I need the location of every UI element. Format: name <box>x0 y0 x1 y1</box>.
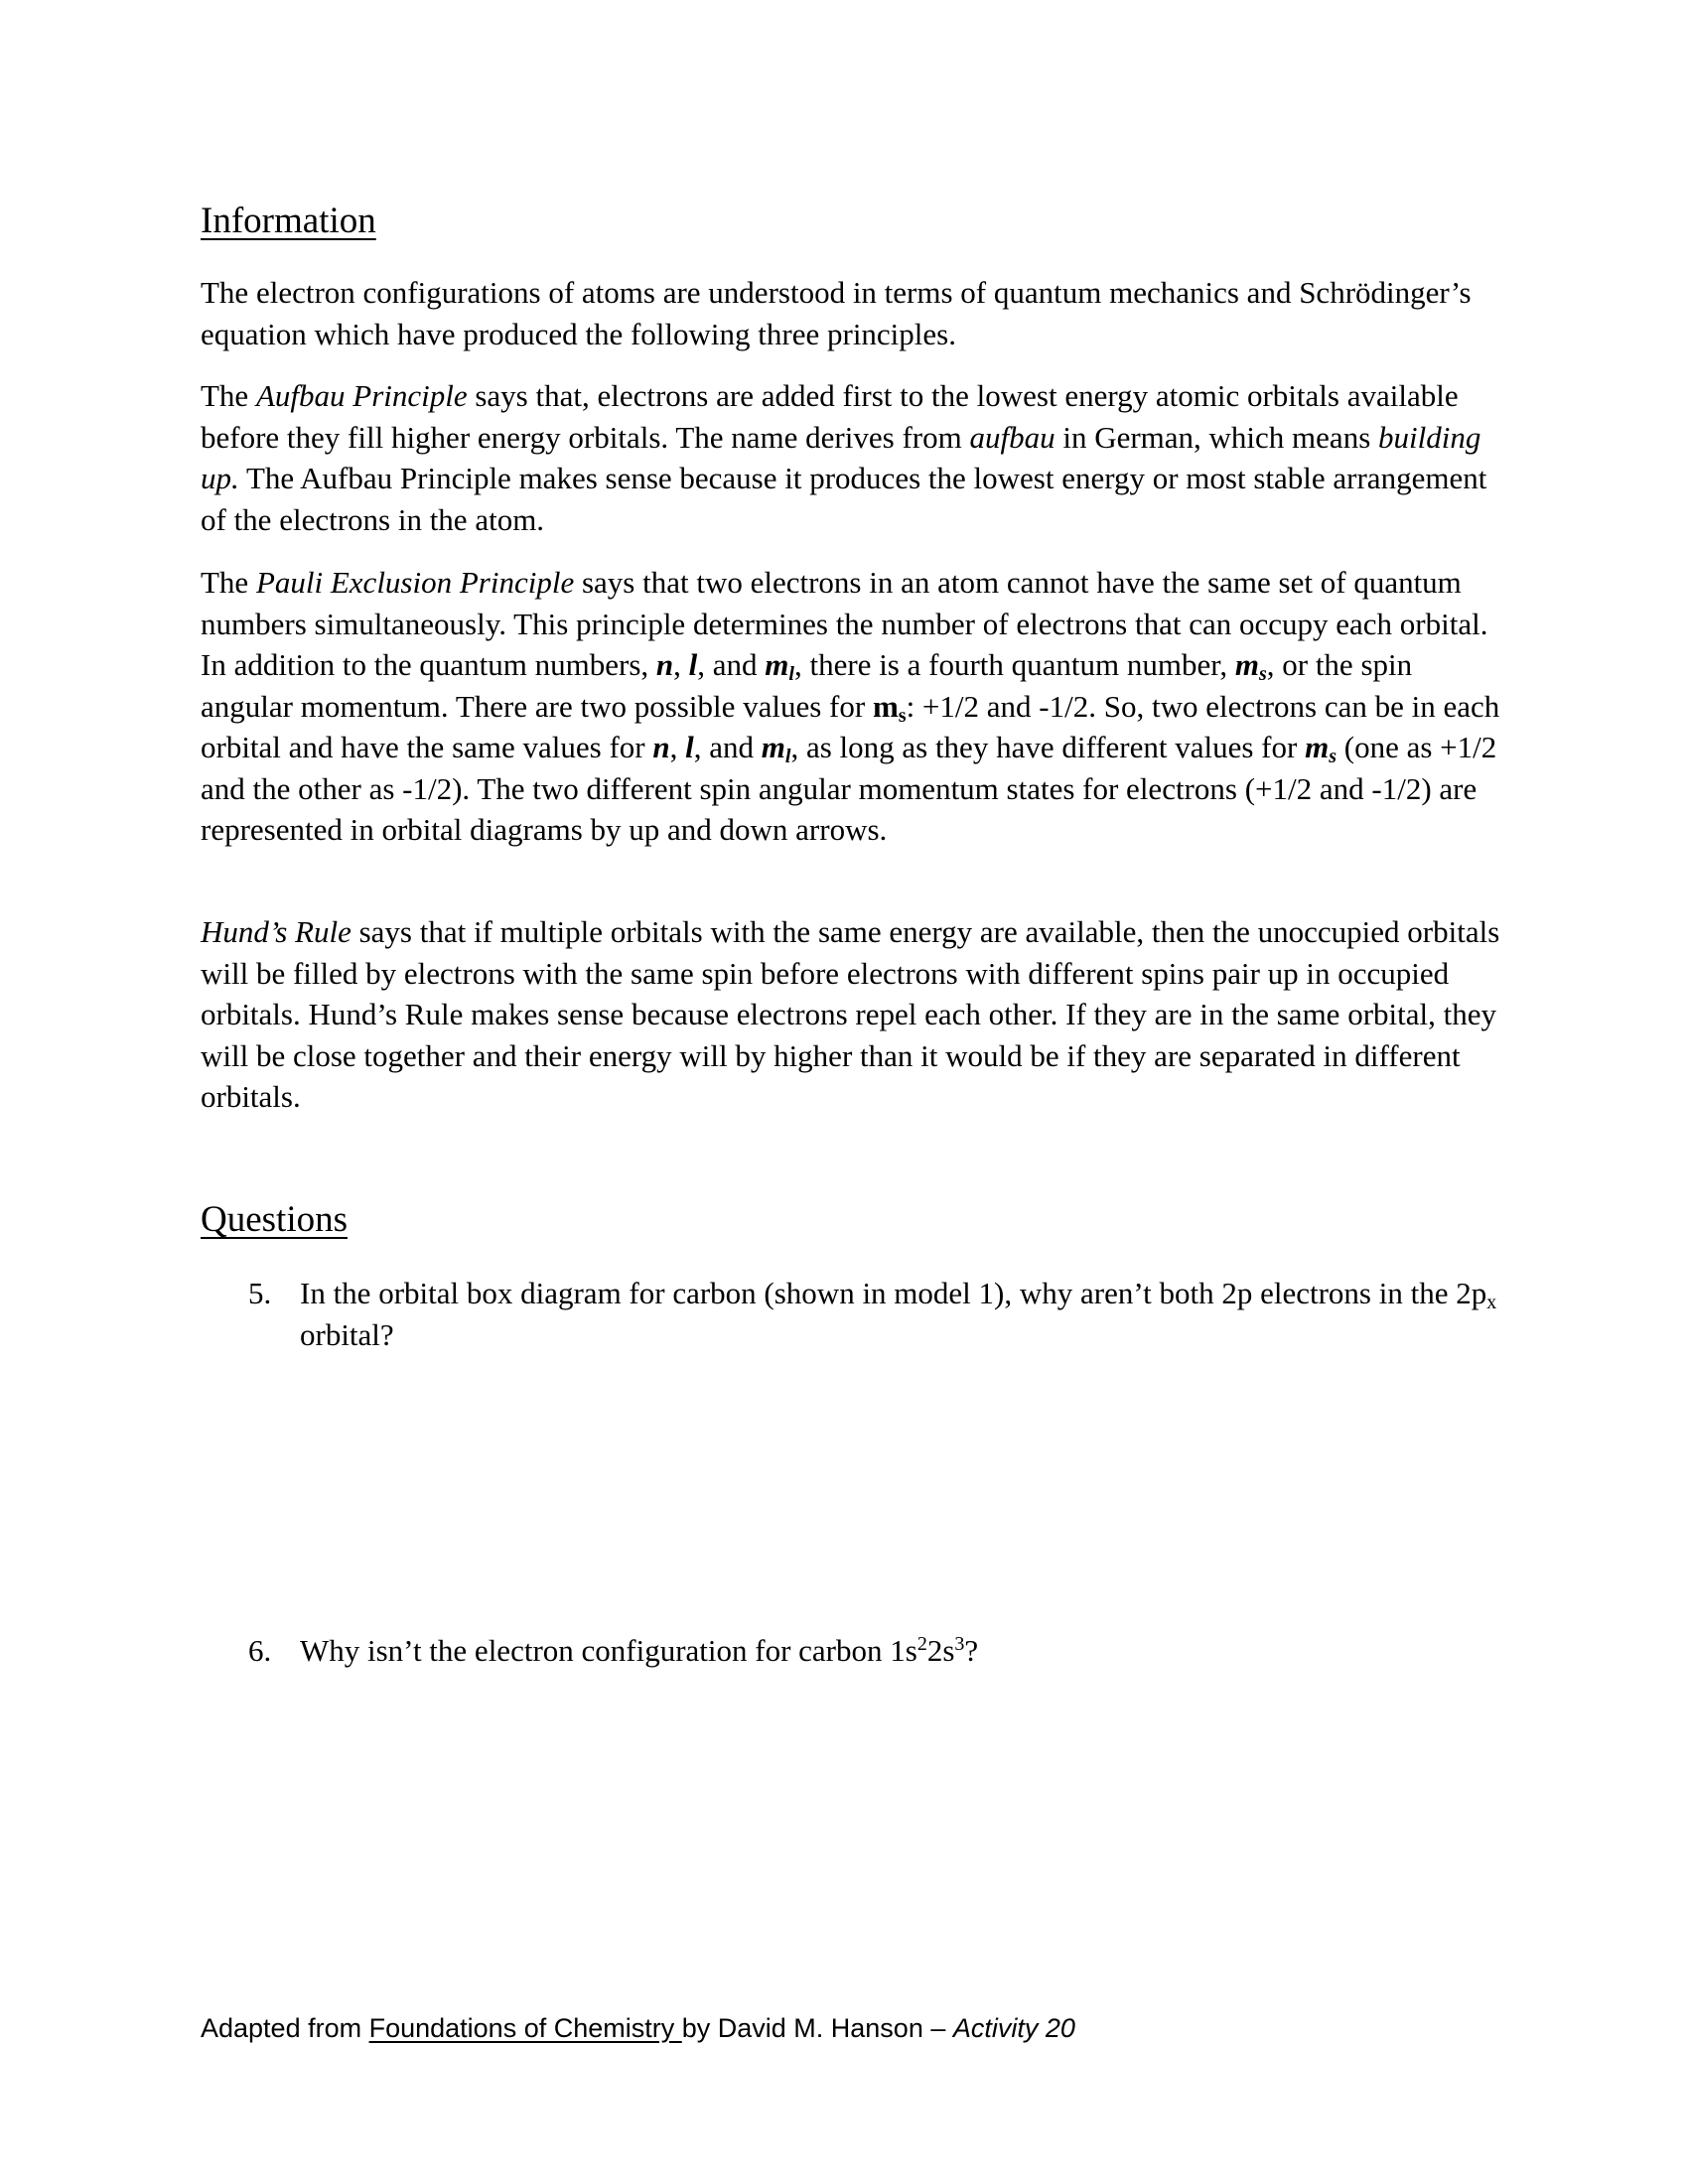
book-title: Foundations of Chemistry <box>368 2013 682 2043</box>
hund-paragraph: Hund’s Rule says that if multiple orbitals with the same energy are available, then the unoccupied orbitals will be filled by electrons with the same spin before electrons with different spins pair up in occupied orbitals. Hund’s Rule makes sense because electrons repel each other. If they are in the same orbital, they will be close together and their energy will by higher than it would be if they are separated in different orbitals. <box>201 914 1500 1114</box>
pauli-term: Pauli Exclusion Principle <box>255 565 575 600</box>
information-heading: Information <box>201 201 376 241</box>
question-text: In the orbital box diagram for carbon (shown in model 1), why aren’t both 2p electrons in the $2p_x$ orbital? <box>300 1276 1497 1352</box>
questions-heading: Questions <box>201 1199 348 1240</box>
aufbau-paragraph: The Aufbau Principle says that, electrons are added first to the lowest energy atomic orbitals available before they fill higher energy orbitals. The name derives from aufbau in German, which means building up. The Aufbau Principle makes sense because it produces the lowest energy or most stable arrangement of the electrons in the atom. <box>201 378 1487 537</box>
activity-label: Activity 20 <box>952 2013 1075 2043</box>
hund-term: Hund’s Rule <box>201 914 352 949</box>
question-number: 5. <box>248 1276 272 1310</box>
footer-credit: Adapted from Foundations of Chemistry by David M. Hanson – Activity 20 <box>201 2013 1075 2043</box>
aufbau-word: aufbau <box>969 419 1055 455</box>
question-number: 6. <box>248 1633 272 1668</box>
question-6 <box>248 1630 1499 1672</box>
question-text: Why isn’t the electron configuration for carbon $1s^22s^3$? <box>300 1633 979 1668</box>
question-5 <box>248 1273 1499 1355</box>
intro-paragraph: The electron configurations of atoms are understood in terms of quantum mechanics and Schrödinger’s equation which have produced the following three principles. <box>201 275 1472 351</box>
building-up-term: building up. <box>201 419 1481 495</box>
aufbau-term: Aufbau Principle <box>255 378 468 413</box>
pauli-paragraph: The Pauli Exclusion Principle says that two electrons in an atom cannot have the same set of quantum numbers simultaneously. This principle determines the number of electrons that can occupy each orbital. In addition to the quantum numbers, n, l, and $m_l$, there is a fourth quantum number, $m_s$, or the spin angular momentum. There are two possible values for $m_s$: +1/2 and -1/2. So, two electrons can be in each orbital and have the same values for n, l, and $m_l$, as long as they have different values for $m_s$ (one as +1/2 and the other as -1/2). The two different spin angular momentum states for electrons (+1/2 and -1/2) are represented in orbital diagrams by up and down arrows. <box>201 565 1500 847</box>
